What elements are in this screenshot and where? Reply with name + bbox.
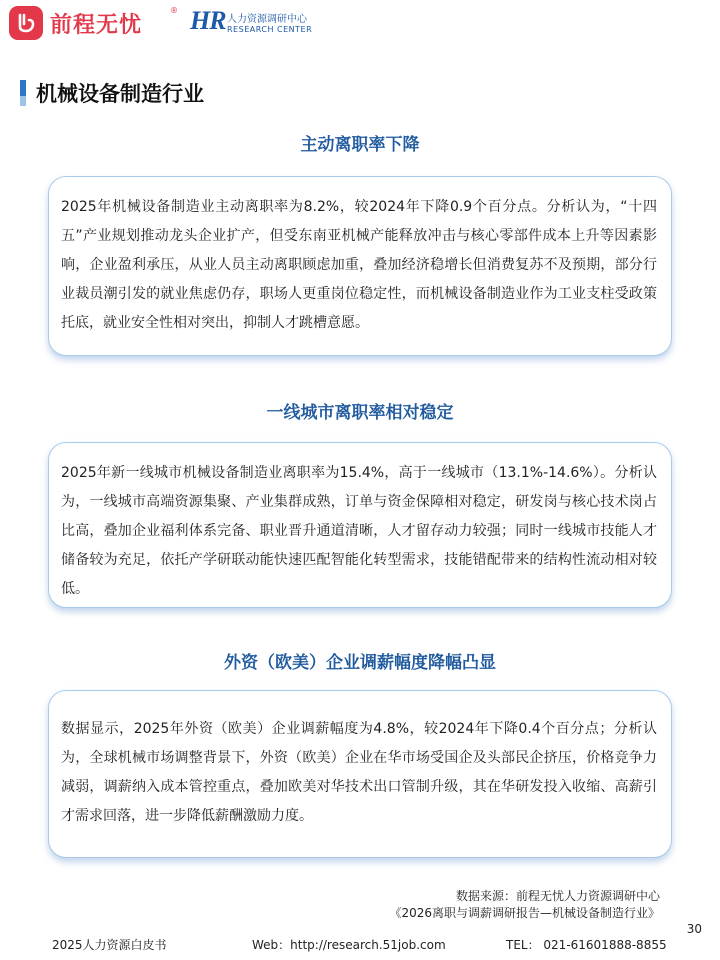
section-title-3: 外资（欧美）企业调薪幅度降幅凸显 — [224, 653, 496, 673]
page-number: 30 — [686, 922, 702, 936]
section-title-1: 主动离职率下降 — [300, 135, 420, 155]
footer-web: Web：http://research.51job.com — [252, 938, 446, 952]
qiancheng-logo-icon — [9, 6, 43, 40]
section-body-2: 2025年新一线城市机械设备制造业离职率为15.4%，高于一线城市（13.1%-14.6%）。分析认为，一线城市高端资源集聚、产业集群成熟，订单与资金保障相对稳定，研发岗与核心技术岗占比高，叠加企业福利体系完备、职业晋升通道清晰，人才留存动力较强；同时一线城市技能人才储备较为充足，依托产学研联动能快速匹配智能化转型需求，技能错配带来的结构性流动相对较低。 — [61, 465, 657, 597]
hr-center-cn: 人力资源调研中心 — [227, 14, 307, 25]
section-body-1: 2025年机械设备制造业主动离职率为8.2%，较2024年下降0.9个百分点。分析认为，“十四五”产业规划推动龙头企业扩产，但受东南亚机械产能释放冲击与核心零部件成本上升等因素影响，企业盈利承压，从业人员主动离职顾虑加重，叠加经济稳增长但消费复苏不及预期，部分行业裁员潮引发的就业焦虑仍存，职场人更重岗位稳定性，而机械设备制造业作为工业支柱受政策托底，就业安全性相对突出，抑制人才跳槽意愿。 — [61, 199, 657, 331]
section-card-1 — [48, 176, 672, 356]
hr-center-en: RESEARCH CENTER — [227, 25, 313, 34]
data-source — [389, 888, 660, 922]
source-line-1: 数据来源：前程无忧人力资源调研中心 — [455, 889, 660, 903]
brand-name: 前程无忧 — [50, 13, 143, 38]
section-body-3: 数据显示，2025年外资（欧美）企业调薪幅度为4.8%，较2024年下降0.4个百分点；分析认为，全球机械市场调整背景下，外资（欧美）企业在华市场受国企及头部民企挤压，价格竞争力减弱，调薪纳入成本管控重点，叠加欧美对华技术出口管制升级，其在华研发投入收缩、高薪引才需求回落，进一步降低薪酬激励力度。 — [61, 721, 657, 824]
source-line-2: 《2026离职与调薪调研报告—机械设备制造行业》 — [389, 906, 660, 920]
footer-whitepaper-title: 2025人力资源白皮书 — [52, 938, 167, 952]
section-card-2 — [48, 442, 672, 608]
page-header — [0, 0, 720, 48]
footer-tel: TEL： 021-61601888-8855 — [506, 938, 667, 952]
hr-letters: HR — [190, 6, 226, 35]
registered-mark: ® — [170, 6, 178, 15]
page-title: 机械设备制造行业 — [36, 82, 204, 106]
hr-research-center-logo — [190, 6, 313, 42]
section-card-3 — [48, 690, 672, 858]
section-title-2: 一线城市离职率相对稳定 — [266, 403, 454, 423]
title-accent-bar-light — [20, 96, 26, 106]
